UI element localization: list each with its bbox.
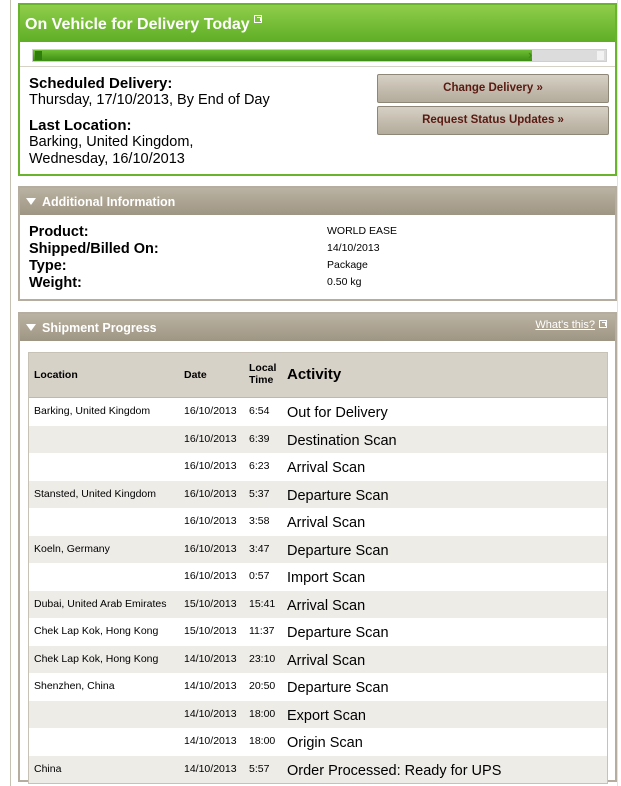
shipment-progress-table: [28, 352, 608, 784]
header-local-time-2: Time: [249, 374, 274, 386]
cell-date: 15/10/2013: [184, 625, 237, 637]
last-location-line2: Wednesday, 16/10/2013: [29, 151, 185, 167]
left-border-line: [10, 0, 11, 786]
cell-location: Barking, United Kingdom: [34, 405, 151, 417]
cell-activity: Departure Scan: [287, 487, 389, 504]
table-row: [29, 756, 607, 784]
table-row: [29, 453, 607, 481]
whats-this-label: What's this?: [535, 319, 595, 331]
cell-location: Stansted, United Kingdom: [34, 487, 156, 500]
shipment-progress-header[interactable]: [20, 314, 615, 341]
table-row: [29, 398, 607, 426]
cell-time: 23:10: [249, 652, 276, 665]
shipment-progress-panel: [18, 312, 617, 782]
cell-activity: Origin Scan: [287, 735, 363, 751]
collapse-triangle-icon[interactable]: [26, 198, 36, 205]
table-row: [29, 481, 607, 509]
cell-location: Shenzhen, China: [34, 680, 115, 692]
cell-date: 16/10/2013: [184, 432, 237, 445]
popup-window-icon: [599, 320, 607, 328]
delivery-details: [29, 75, 270, 168]
cell-time: 6:54: [249, 405, 270, 417]
weight-label: Weight:: [29, 275, 82, 291]
last-location-label: Last Location:: [29, 117, 132, 134]
additional-info-title: Additional Information: [42, 195, 176, 209]
cell-activity: Arrival Scan: [287, 597, 366, 614]
cell-date: 16/10/2013: [184, 542, 237, 555]
cell-activity: Order Processed: Ready for UPS: [287, 762, 502, 779]
cell-location: Koeln, Germany: [34, 542, 110, 555]
delivery-progress-bar: [32, 49, 607, 62]
cell-date: 16/10/2013: [184, 570, 237, 582]
header-location: Location: [34, 369, 78, 381]
cell-date: 16/10/2013: [184, 460, 237, 472]
cell-time: 0:57: [249, 570, 270, 582]
scheduled-delivery-label: Scheduled Delivery:: [29, 75, 173, 92]
cell-date: 14/10/2013: [184, 652, 237, 665]
cell-activity: Departure Scan: [287, 542, 389, 559]
cell-time: 15:41: [249, 597, 276, 610]
cell-location: China: [34, 762, 62, 775]
product-label: Product:: [29, 224, 89, 240]
delivery-progress-fill: [33, 50, 532, 61]
cell-activity: Arrival Scan: [287, 652, 366, 669]
cell-date: 14/10/2013: [184, 762, 237, 775]
cell-activity: Arrival Scan: [287, 515, 366, 531]
request-status-updates-button[interactable]: Request Status Updates »: [377, 106, 609, 135]
shipped-billed-label: Shipped/Billed On:: [29, 241, 159, 257]
table-row: [29, 728, 607, 756]
cell-time: 6:23: [249, 460, 270, 472]
cell-activity: Departure Scan: [287, 625, 389, 641]
scheduled-delivery-value: Thursday, 17/10/2013, By End of Day: [29, 92, 270, 108]
cell-date: 14/10/2013: [184, 707, 237, 720]
cell-location: Chek Lap Kok, Hong Kong: [34, 652, 159, 665]
header-date: Date: [184, 369, 207, 381]
delivery-status-header: [20, 5, 615, 42]
cell-time: 20:50: [249, 680, 276, 692]
whats-this-link[interactable]: [535, 319, 607, 331]
type-label: Type:: [29, 258, 67, 274]
right-border-line: [617, 0, 618, 786]
header-local-time-1: Local: [249, 362, 277, 374]
cell-date: 14/10/2013: [184, 735, 237, 747]
table-body: [29, 398, 607, 783]
delivery-divider: [20, 66, 615, 67]
cell-time: 11:37: [249, 625, 275, 637]
cell-activity: Export Scan: [287, 707, 366, 724]
collapse-triangle-icon[interactable]: [26, 324, 36, 331]
cell-location: Chek Lap Kok, Hong Kong: [34, 625, 159, 637]
cell-time: 5:37: [249, 487, 270, 500]
table-row: [29, 701, 607, 729]
shipped-billed-value: 14/10/2013: [327, 242, 380, 254]
progress-end-marker: [597, 51, 604, 60]
cell-date: 14/10/2013: [184, 680, 237, 692]
table-row: [29, 563, 607, 591]
table-header-row: [29, 353, 607, 398]
cell-date: 16/10/2013: [184, 487, 237, 500]
header-activity: Activity: [287, 366, 342, 383]
cell-time: 18:00: [249, 707, 276, 720]
table-row: [29, 673, 607, 701]
delivery-status-title: On Vehicle for Delivery Today: [25, 16, 250, 33]
additional-info-panel: [18, 186, 617, 301]
cell-date: 16/10/2013: [184, 515, 237, 527]
weight-value: 0.50 kg: [327, 276, 362, 288]
table-row: [29, 508, 607, 536]
cell-activity: Departure Scan: [287, 680, 389, 696]
progress-chevron-icon: ›: [528, 47, 533, 62]
cell-activity: Import Scan: [287, 570, 366, 586]
table-row: [29, 426, 607, 454]
cell-time: 6:39: [249, 432, 270, 445]
progress-start-marker: [35, 51, 42, 60]
product-value: WORLD EASE: [327, 225, 398, 237]
table-row: [29, 536, 607, 564]
cell-time: 18:00: [249, 735, 276, 747]
last-location-line1: Barking, United Kingdom,: [29, 134, 194, 150]
cell-date: 16/10/2013: [184, 405, 237, 417]
additional-info-header[interactable]: [20, 188, 615, 215]
cell-activity: Destination Scan: [287, 432, 397, 449]
delivery-status-box: [18, 3, 617, 176]
shipment-progress-title: Shipment Progress: [42, 321, 157, 335]
change-delivery-button[interactable]: Change Delivery »: [377, 74, 609, 103]
table-row: [29, 591, 607, 619]
cell-time: 5:57: [249, 762, 270, 775]
table-row: [29, 618, 607, 646]
cell-time: 3:47: [249, 542, 270, 555]
cell-time: 3:58: [249, 515, 270, 527]
cell-date: 15/10/2013: [184, 597, 237, 610]
cell-activity: Out for Delivery: [287, 405, 388, 421]
cell-activity: Arrival Scan: [287, 460, 366, 476]
table-row: [29, 646, 607, 674]
cell-location: Dubai, United Arab Emirates: [34, 597, 167, 610]
popup-window-icon[interactable]: [254, 15, 262, 23]
type-value: Package: [327, 259, 368, 271]
